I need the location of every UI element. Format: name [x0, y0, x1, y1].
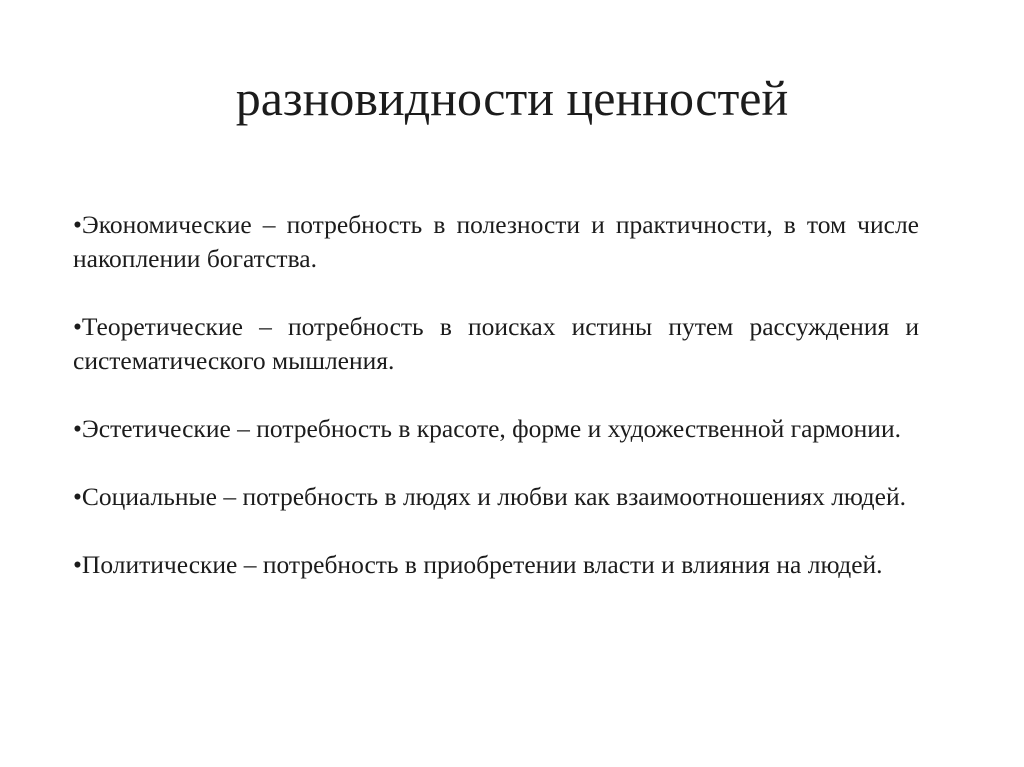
bullet-item-political: •Политические – потребность в приобретении власти и влияния на людей. — [73, 550, 883, 579]
bullet-item-theoretical: •Теоретические – потребность в поисках истины путем рассуждения и систематического мышления. — [73, 312, 919, 375]
bullet-item-social: •Социальные – потребность в людях и любви как взаимоотношениях людей. — [73, 482, 906, 511]
slide-title: разновидности ценностей — [235, 70, 789, 126]
bullet-item-aesthetic: •Эстетические – потребность в красоте, форме и художественной гармонии. — [73, 414, 901, 443]
bullet-list — [73, 208, 919, 582]
bullet-item-economic: •Экономические – потребность в полезности и практичности, в том числе накоплении богатства. — [73, 210, 919, 273]
